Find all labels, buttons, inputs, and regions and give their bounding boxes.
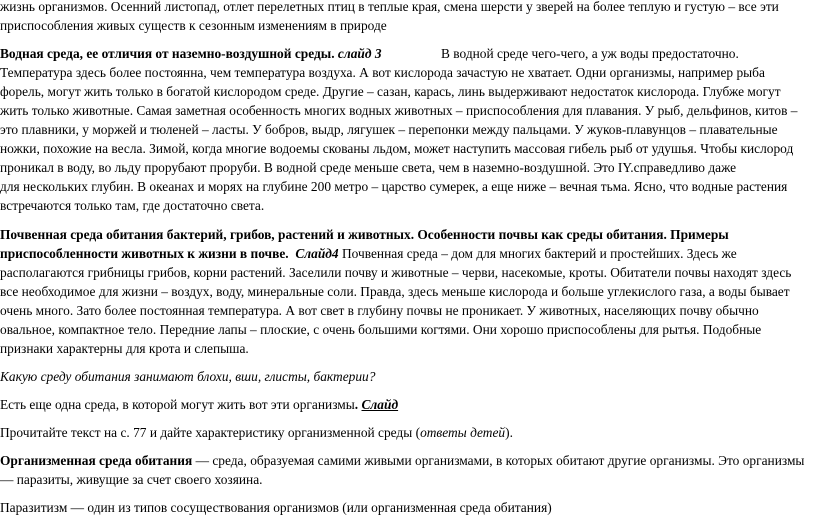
soil-text: Почвенная среда – дом для многих бактерий и простейших. Здесь же — [338, 246, 737, 261]
slide-link: Слайд — [361, 397, 399, 412]
text-line: признаки характерны для крота и слепыша. — [0, 341, 249, 356]
read-end: ). — [505, 425, 513, 440]
period: . — [354, 397, 359, 412]
read-text: Прочитайте текст на с. 77 и дайте характеристику организменной среды ( — [0, 425, 421, 440]
organism-text: — среда, образуемая самими живыми организмами, в которых обитают другие организмы. Это организмы — [192, 453, 805, 468]
text-line: располагаются грибницы грибов, корни растений. Заселили почву и животные – черви, насекомые, кроты. Обитатели почвы находят здесь — [0, 265, 792, 280]
question: Какую среду обитания занимают блохи, вши, глисты, бактерии? — [0, 369, 376, 384]
text-line: овальное, компактное тело. Передние лапы – плоские, с очень большими когтями. Они хорошо приспособлены для рытья. Подобные — [0, 322, 762, 337]
text-line: все необходимое для жизни – воздух, воду, минеральные соли. Правда, здесь меньше кислорода и больше углекислого газа, а воды бывает — [0, 284, 790, 299]
text-line: приспособления живых существ к сезонным изменениям в природе — [0, 18, 387, 33]
text-line: Температура здесь более постоянна, чем температура воздуха. А вот кислорода зачастую не хватает. Одни организмы, например рыба — [0, 65, 765, 80]
text-line: проникал в воду, во льду прорубают проруби. В водной среде меньше света, чем в наземно-воздушной. Это IY.справедливо даже — [0, 160, 737, 175]
water-heading-line — [0, 45, 382, 64]
soil-heading: Почвенная среда обитания бактерий, грибов, растений и животных. Особенности почвы как среды обитания. Примеры — [0, 227, 729, 242]
text-line: встречаются только там, где достаточно света. — [0, 198, 265, 213]
soil-line — [0, 245, 737, 264]
read-instruction — [0, 424, 513, 443]
text-line: жизнь организмов. Осенний листопад, отлет перелетных птиц в теплые края, смена шерсти у зверей на более теплую и густую – все эти — [0, 0, 779, 14]
soil-heading-cont: приспособленности животных к жизни в почве. — [0, 246, 289, 261]
slide-reference: Слайд4 — [295, 246, 339, 261]
water-heading: Водная среда, ее отличия от наземно-воздушной среды. — [0, 46, 335, 61]
slide-reference: слайд 3 — [334, 46, 382, 61]
text-line: — паразиты, живущие за счет своего хозяина. — [0, 472, 263, 487]
text-line: очень много. Зато более постоянная температура. А вот свет в глубину почвы не проникает. У животных, населяющих почву обычно — [0, 303, 759, 318]
parasitism-definition: Паразитизм — один из типов сосуществования организмов (или организменная среда обитания) — [0, 500, 552, 515]
text-line: это плавники, у моржей и тюленей – ласты. У бобров, выдр, лягушек – перепонки между пальцами. У жуков-плавунцов – плавательные — [0, 122, 778, 137]
water-intro: В водной среде чего-чего, а уж воды предостаточно. — [441, 46, 739, 61]
text-line: ножки, похожие на весла. Зимой, когда многие водоемы скованы льдом, может наступить массовая гибель рыб от удушья. Чтобы кислород — [0, 141, 794, 156]
organism-term: Организменная среда обитания — [0, 453, 193, 468]
text-line: форель, могут жить только в богатой кислородом среде. Другие – сазан, карась, линь выдерживают недостаток кислорода. Глубже могут — [0, 84, 781, 99]
text-line: жить только животные. Самая заметная особенность многих водных животных – приспособления для плавания. У рыб, дельфинов, китов – — [0, 103, 798, 118]
children-answers: ответы детей — [420, 425, 506, 440]
organism-definition — [0, 452, 804, 471]
another-text: Есть еще одна среда, в которой могут жить вот эти организмы — [0, 397, 355, 412]
text-line: для нескольких глубин. В океанах и морях на глубине 200 метро – царство сумерек, а еще ниже – вечная тьма. Ясно, что водные растения — [0, 179, 788, 194]
another-environment — [0, 396, 398, 415]
